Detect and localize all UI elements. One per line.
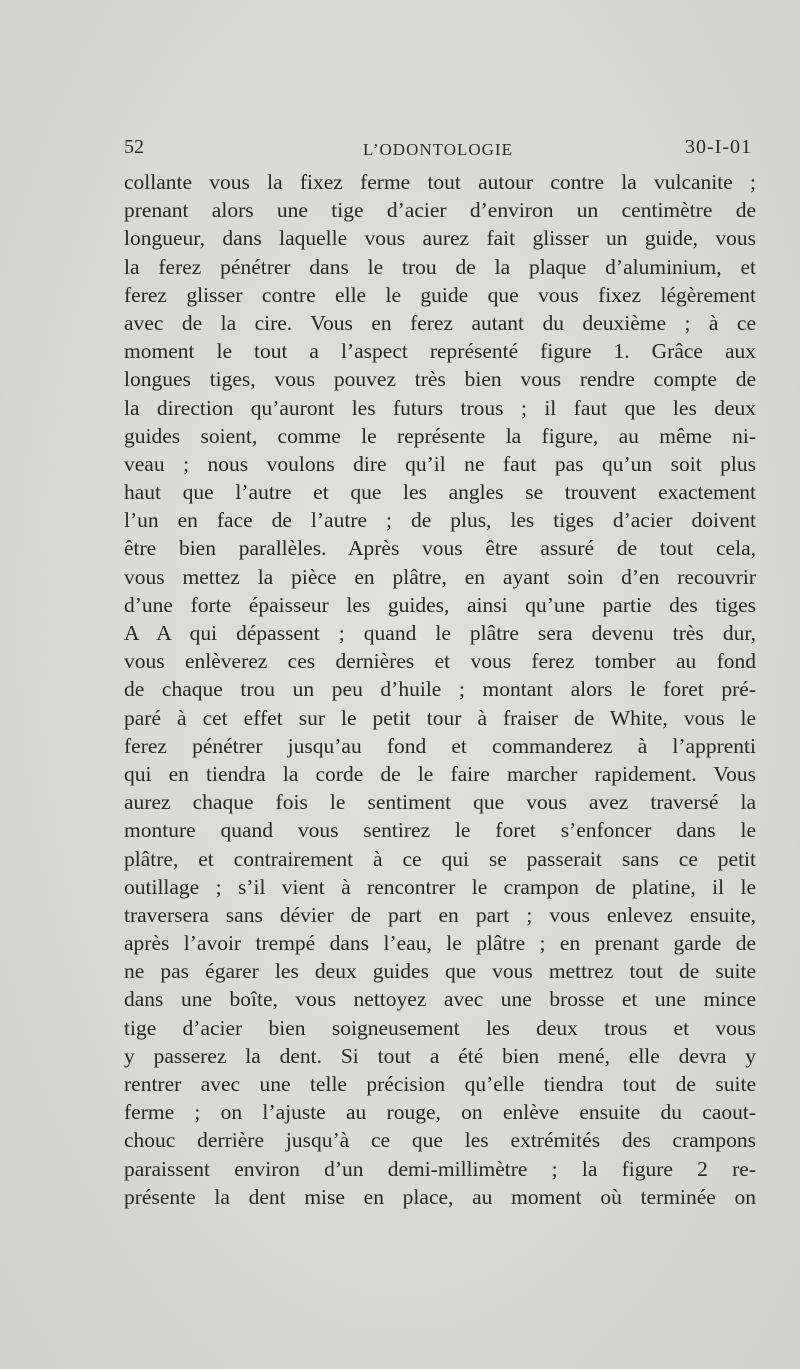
text-line: vous enlèverez ces dernières et vous ferez tomber au fond <box>124 649 756 674</box>
text-line: y passerez la dent. Si tout a été bien mené, elle devra y <box>124 1043 756 1068</box>
page-header <box>124 136 752 164</box>
text-line: avec de la cire. Vous en ferez autant du deuxième ; à ce <box>124 310 756 335</box>
text-line: collante vous la fixez ferme tout autour contre la vulcanite ; <box>124 170 756 194</box>
text-line: prenant alors une tige d’acier d’environ un centimètre de <box>124 198 756 223</box>
text-line: ferez pénétrer jusqu’au fond et commanderez à l’apprenti <box>124 733 756 758</box>
text-line: traversera sans dévier de part en part ; vous enlevez ensuite, <box>124 902 756 927</box>
text-line: dans une boîte, vous nettoyez avec une brosse et une mince <box>124 987 756 1012</box>
text-line: d’une forte épaisseur les guides, ainsi qu’une partie des tiges <box>124 592 756 617</box>
text-line: l’un en face de l’autre ; de plus, les tiges d’acier doivent <box>124 508 756 533</box>
text-line: paraissent environ d’un demi-millimètre ; la figure 2 re- <box>124 1156 756 1181</box>
text-line: la ferez pénétrer dans le trou de la plaque d’aluminium, et <box>124 254 756 279</box>
text-line: rentrer avec une telle précision qu’elle tiendra tout de suite <box>124 1072 756 1096</box>
text-line: qui en tiendra la corde de le faire marcher rapidement. Vous <box>124 761 756 786</box>
text-line: ferme ; on l’ajuste au rouge, on enlève ensuite du caout- <box>124 1100 756 1125</box>
text-line: veau ; nous voulons dire qu’il ne faut pas qu’un soit plus <box>124 451 756 476</box>
text-line: aurez chaque fois le sentiment que vous avez traversé la <box>124 790 756 815</box>
text-line: moment le tout a l’aspect représenté figure 1. Grâce aux <box>124 339 756 364</box>
text-line: après l’avoir trempé dans l’eau, le plâtre ; en prenant garde de <box>124 931 756 956</box>
text-line: paré à cet effet sur le petit tour à fraiser de White, vous le <box>124 705 756 730</box>
body-text <box>124 168 756 1211</box>
text-line: tige d’acier bien soigneusement les deux trous et vous <box>124 1015 756 1040</box>
page-number: 52 <box>124 136 144 158</box>
running-title: L’ODONTOLOGIE <box>363 140 513 159</box>
text-line: outillage ; s’il vient à rencontrer le crampon de platine, il le <box>124 874 756 899</box>
text-line: haut que l’autre et que les angles se trouvent exactement <box>124 480 756 505</box>
text-line: A A qui dépassent ; quand le plâtre sera devenu très dur, <box>124 621 756 645</box>
text-line: longueur, dans laquelle vous aurez fait glisser un guide, vous <box>124 226 756 251</box>
text-line: présente la dent mise en place, au moment où terminée on <box>124 1184 756 1209</box>
text-line: la direction qu’auront les futurs trous ; il faut que les deux <box>124 395 756 420</box>
text-line: ne pas égarer les deux guides que vous mettrez tout de suite <box>124 959 756 984</box>
text-line: être bien parallèles. Après vous être assuré de tout cela, <box>124 536 756 561</box>
issue-date: 30-I-01 <box>685 136 752 158</box>
text-line: monture quand vous sentirez le foret s’enfoncer dans le <box>124 818 756 843</box>
text-line: plâtre, et contrairement à ce qui se passerait sans ce petit <box>124 846 756 871</box>
text-line: de chaque trou un peu d’huile ; montant alors le foret pré- <box>124 677 756 702</box>
text-line: ferez glisser contre elle le guide que vous fixez légèrement <box>124 282 756 307</box>
text-line: guides soient, comme le représente la figure, au même ni- <box>124 423 756 448</box>
text-line: vous mettez la pièce en plâtre, en ayant soin d’en recouvrir <box>124 564 756 589</box>
text-line: longues tiges, vous pouvez très bien vous rendre compte de <box>124 367 756 392</box>
text-line: chouc derrière jusqu’à ce que les extrémités des crampons <box>124 1128 756 1153</box>
